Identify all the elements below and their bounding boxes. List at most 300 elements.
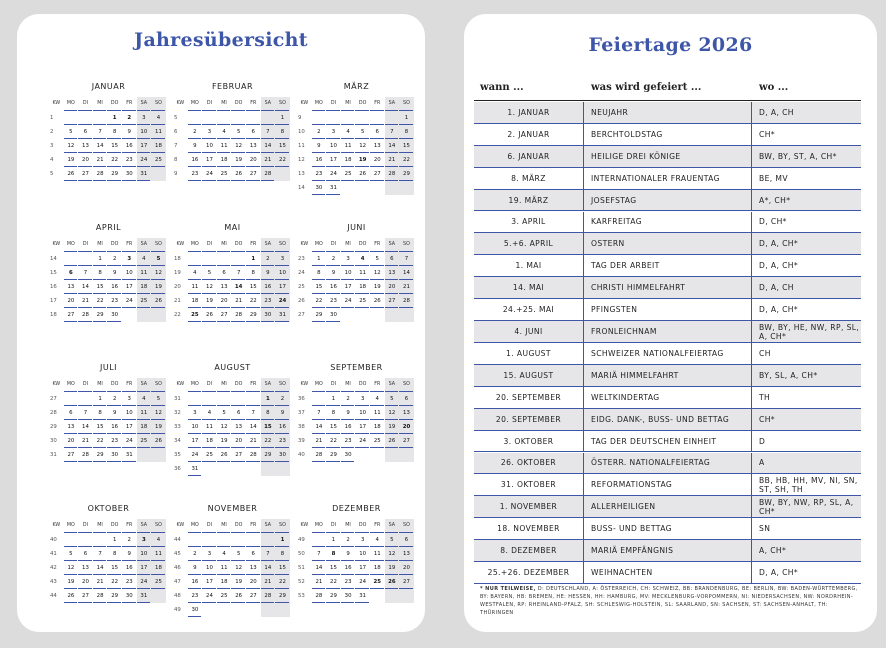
week-number: 30 — [50, 438, 57, 444]
day-cell: 23 — [275, 434, 290, 448]
day-cell: 28 — [399, 294, 414, 308]
holiday-regions: CH — [759, 348, 771, 358]
day-cell: 26 — [64, 167, 79, 181]
day-cell: 31 — [275, 308, 290, 322]
day-cell: 4 — [137, 392, 152, 406]
day-cell: 31 — [326, 181, 341, 195]
day-cell: 23 — [312, 167, 327, 181]
weekday-header: DI — [326, 519, 341, 533]
holiday-name: ÖSTERR. NATIONALFEIERTAG — [584, 453, 752, 474]
holiday-regions: D, A, CH* — [759, 568, 799, 578]
week-number: 42 — [50, 565, 57, 571]
week-number: 25 — [298, 284, 305, 290]
day-cell: 10 — [341, 266, 356, 280]
day-cell: 7 — [261, 125, 276, 139]
day-cell: 10 — [275, 266, 290, 280]
weekday-header: SA — [137, 519, 152, 533]
day-cell: 2 — [312, 125, 327, 139]
day-cell: 20 — [385, 280, 400, 294]
day-cell: 22 — [312, 294, 327, 308]
day-cell: 2 — [188, 547, 203, 561]
holiday-row — [474, 431, 861, 453]
holiday-regions: BB, HB, HH, MV, NI, SN, ST, SH, TH — [759, 475, 858, 494]
day-cell: 13 — [246, 561, 261, 575]
holiday-regions: BY, SL, A, CH* — [759, 370, 818, 380]
day-cell: 21 — [93, 575, 108, 589]
empty-cell — [385, 589, 400, 603]
day-cell: 15 — [275, 139, 290, 153]
day-cell: 16 — [261, 280, 276, 294]
weekday-header: SA — [385, 238, 400, 252]
holiday-date: 1. NOVEMBER — [474, 496, 584, 517]
day-cell: 30 — [341, 589, 356, 603]
weekday-header: KW — [176, 242, 185, 247]
weekday-header: SA — [385, 378, 400, 392]
holiday-date: 2. JANUAR — [474, 124, 584, 145]
day-cell: 9 — [188, 139, 203, 153]
holiday-row — [474, 255, 861, 277]
day-cell: 28 — [261, 589, 276, 603]
day-cell: 18 — [341, 153, 356, 167]
holiday-regions: D, A, CH* — [759, 305, 799, 315]
day-cell: 1 — [93, 252, 108, 266]
weekday-header: SA — [137, 378, 152, 392]
weekday-header: SO — [275, 519, 290, 533]
day-cell: 29 — [326, 589, 341, 603]
day-cell: 20 — [78, 575, 93, 589]
day-cell: 11 — [370, 406, 385, 420]
week-number: 2 — [50, 129, 54, 135]
day-cell: 16 — [107, 420, 122, 434]
week-number: 45 — [174, 551, 181, 557]
day-cell: 10 — [188, 420, 203, 434]
day-cell: 9 — [341, 406, 356, 420]
day-cell: 7 — [93, 125, 108, 139]
day-cell: 29 — [261, 448, 276, 462]
day-cell: 4 — [151, 111, 166, 125]
empty-cell — [326, 111, 341, 125]
holiday-regions: BW, BY, NW, RP, SL, A, CH* — [759, 497, 854, 516]
day-cell: 3 — [341, 252, 356, 266]
holiday-row — [474, 190, 861, 212]
day-cell: 14 — [261, 139, 276, 153]
weekday-header: KW — [300, 242, 309, 247]
week-number: 4 — [50, 157, 54, 163]
empty-cell — [385, 111, 400, 125]
empty-cell — [64, 111, 79, 125]
weekday-header: DO — [355, 238, 370, 252]
day-cell: 11 — [217, 139, 232, 153]
holiday-date: 26. OKTOBER — [474, 453, 584, 474]
holiday-name: EIDG. DANK-, BUSS- UND BETTAG — [584, 409, 752, 430]
holiday-regions: SN — [759, 524, 771, 534]
empty-cell — [64, 392, 79, 406]
day-cell: 1 — [107, 111, 122, 125]
month-februar — [173, 82, 292, 177]
day-cell: 6 — [217, 266, 232, 280]
day-cell: 12 — [231, 139, 246, 153]
day-cell: 4 — [370, 392, 385, 406]
day-cell: 29 — [107, 589, 122, 603]
week-number: 5 — [174, 115, 178, 121]
day-cell: 13 — [78, 139, 93, 153]
week-number: 32 — [174, 410, 181, 416]
day-cell: 27 — [399, 434, 414, 448]
day-cell: 19 — [151, 420, 166, 434]
holiday-date: 15. AUGUST — [474, 365, 584, 386]
month-mai — [173, 223, 292, 318]
weekday-header: DO — [107, 519, 122, 533]
holiday-name: INTERNATIONALER FRAUENTAG — [584, 168, 752, 189]
column-header-date: wann ... — [480, 82, 524, 93]
day-cell: 20 — [231, 434, 246, 448]
empty-cell — [246, 603, 261, 617]
column-header-where: wo ... — [759, 82, 789, 93]
day-cell: 12 — [231, 561, 246, 575]
weekday-header: KW — [176, 382, 185, 387]
holiday-name: MARIÄ EMPFÄNGNIS — [584, 540, 752, 561]
week-number: 28 — [50, 410, 57, 416]
weekday-header: DI — [326, 97, 341, 111]
weekday-header: FR — [246, 97, 261, 111]
empty-cell — [151, 167, 166, 181]
day-cell: 4 — [355, 252, 370, 266]
weekday-header: MI — [217, 378, 232, 392]
empty-cell — [202, 462, 217, 476]
day-cell: 30 — [312, 181, 327, 195]
day-cell: 2 — [341, 392, 356, 406]
week-number: 31 — [50, 452, 57, 458]
day-cell: 7 — [93, 547, 108, 561]
day-cell: 16 — [326, 280, 341, 294]
day-cell: 19 — [151, 280, 166, 294]
weekday-header: SA — [137, 238, 152, 252]
holiday-date: 14. MAI — [474, 277, 584, 298]
day-cell: 11 — [188, 280, 203, 294]
month-name: MAI — [224, 223, 241, 232]
day-cell: 17 — [202, 575, 217, 589]
empty-cell — [231, 111, 246, 125]
holiday-date: 6. JANUAR — [474, 146, 584, 167]
weekday-header: DI — [326, 238, 341, 252]
weekday-header: MI — [93, 238, 108, 252]
day-cell: 4 — [188, 266, 203, 280]
holiday-name: KARFREITAG — [584, 212, 752, 233]
day-cell: 8 — [93, 406, 108, 420]
day-cell: 11 — [370, 547, 385, 561]
weekday-header: MO — [188, 519, 203, 533]
month-grid — [297, 519, 414, 603]
month-grid — [49, 378, 166, 462]
day-cell: 16 — [312, 153, 327, 167]
day-cell: 10 — [122, 406, 137, 420]
weekday-header: DO — [355, 378, 370, 392]
empty-cell — [78, 392, 93, 406]
day-cell: 10 — [202, 139, 217, 153]
week-number: 35 — [174, 452, 181, 458]
empty-cell — [231, 462, 246, 476]
week-number: 48 — [174, 593, 181, 599]
day-cell: 4 — [202, 406, 217, 420]
day-cell: 20 — [370, 153, 385, 167]
day-cell: 30 — [261, 308, 276, 322]
holiday-date: 1. MAI — [474, 255, 584, 276]
weekday-header: DI — [326, 378, 341, 392]
day-cell: 17 — [202, 153, 217, 167]
day-cell: 18 — [217, 575, 232, 589]
day-cell: 1 — [312, 252, 327, 266]
day-cell: 2 — [122, 533, 137, 547]
day-cell: 14 — [78, 280, 93, 294]
day-cell: 22 — [93, 294, 108, 308]
empty-cell — [399, 181, 414, 195]
day-cell: 13 — [399, 406, 414, 420]
week-number: 3 — [50, 143, 54, 149]
holiday-regions: BW, BY, HE, NW, RP, SL, A, CH* — [759, 322, 860, 341]
month-name: OKTOBER — [87, 504, 130, 513]
empty-cell — [122, 308, 137, 322]
day-cell: 28 — [231, 308, 246, 322]
week-number: 19 — [174, 270, 181, 276]
weekday-header: MO — [64, 238, 79, 252]
month-oktober — [49, 504, 168, 599]
day-cell: 7 — [78, 266, 93, 280]
weekday-header: DI — [202, 519, 217, 533]
day-cell: 23 — [107, 434, 122, 448]
day-cell: 5 — [370, 252, 385, 266]
holiday-name: TAG DER DEUTSCHEN EINHEIT — [584, 431, 752, 452]
day-cell: 19 — [64, 575, 79, 589]
weekday-header: FR — [246, 238, 261, 252]
week-number: 24 — [298, 270, 305, 276]
day-cell: 22 — [399, 153, 414, 167]
day-cell: 28 — [385, 167, 400, 181]
day-cell: 9 — [261, 266, 276, 280]
day-cell: 21 — [246, 434, 261, 448]
weekday-header: SO — [151, 519, 166, 533]
holiday-date: 1. AUGUST — [474, 343, 584, 364]
day-cell: 26 — [217, 448, 232, 462]
day-cell: 20 — [246, 575, 261, 589]
day-cell: 6 — [370, 125, 385, 139]
holiday-regions: A*, CH* — [759, 195, 791, 205]
empty-cell — [78, 533, 93, 547]
day-cell: 21 — [312, 434, 327, 448]
day-cell: 21 — [78, 434, 93, 448]
weekday-header: SA — [261, 238, 276, 252]
day-cell: 1 — [93, 392, 108, 406]
day-cell: 15 — [107, 139, 122, 153]
day-cell: 11 — [217, 561, 232, 575]
day-cell: 20 — [64, 434, 79, 448]
day-cell: 5 — [231, 125, 246, 139]
day-cell: 25 — [370, 434, 385, 448]
empty-cell — [385, 181, 400, 195]
month-name: NOVEMBER — [207, 504, 258, 513]
day-cell: 28 — [312, 589, 327, 603]
day-cell: 5 — [151, 392, 166, 406]
column-header-name: was wird gefeiert ... — [591, 82, 702, 93]
day-cell: 17 — [137, 139, 152, 153]
day-cell: 8 — [399, 125, 414, 139]
empty-cell — [137, 448, 152, 462]
empty-cell — [151, 448, 166, 462]
empty-cell — [93, 111, 108, 125]
empty-cell — [246, 462, 261, 476]
day-cell: 21 — [78, 294, 93, 308]
day-cell: 8 — [246, 266, 261, 280]
day-cell: 20 — [78, 153, 93, 167]
day-cell: 1 — [246, 252, 261, 266]
day-cell: 23 — [188, 589, 203, 603]
weekday-header: KW — [52, 101, 61, 106]
weekday-header: SO — [275, 238, 290, 252]
weekday-header: MI — [341, 378, 356, 392]
day-cell: 6 — [64, 266, 79, 280]
day-cell: 2 — [122, 111, 137, 125]
day-cell: 23 — [326, 294, 341, 308]
weekday-header: DI — [202, 238, 217, 252]
day-cell: 27 — [64, 448, 79, 462]
day-cell: 28 — [93, 167, 108, 181]
day-cell: 24 — [275, 294, 290, 308]
holiday-regions: TH — [759, 392, 771, 402]
day-cell: 1 — [275, 111, 290, 125]
day-cell: 24 — [188, 448, 203, 462]
month-name: APRIL — [95, 223, 122, 232]
day-cell: 14 — [78, 420, 93, 434]
month-grid — [173, 238, 290, 322]
weekday-header: SO — [151, 97, 166, 111]
day-cell: 21 — [93, 153, 108, 167]
day-cell: 15 — [107, 561, 122, 575]
day-cell: 1 — [399, 111, 414, 125]
holiday-date: 3. OKTOBER — [474, 431, 584, 452]
month-grid — [173, 519, 290, 617]
day-cell: 5 — [385, 533, 400, 547]
day-cell: 3 — [188, 406, 203, 420]
weekday-header: SO — [399, 519, 414, 533]
day-cell: 26 — [385, 434, 400, 448]
day-cell: 14 — [261, 561, 276, 575]
weekday-header: MI — [217, 97, 232, 111]
week-number: 43 — [50, 579, 57, 585]
day-cell: 3 — [202, 547, 217, 561]
day-cell: 8 — [107, 125, 122, 139]
weekday-header: FR — [370, 378, 385, 392]
day-cell: 17 — [355, 420, 370, 434]
day-cell: 5 — [64, 125, 79, 139]
week-number: 5 — [50, 171, 54, 177]
day-cell: 18 — [151, 139, 166, 153]
holiday-name: TAG DER ARBEIT — [584, 255, 752, 276]
weekday-header: MO — [188, 97, 203, 111]
day-cell: 30 — [188, 603, 203, 617]
week-number: 29 — [50, 424, 57, 430]
day-cell: 8 — [107, 547, 122, 561]
day-cell: 23 — [341, 575, 356, 589]
month-name: SEPTEMBER — [330, 363, 383, 372]
day-cell: 27 — [217, 308, 232, 322]
weekday-header: MO — [312, 378, 327, 392]
footnote-text: D: DEUTSCHLAND, A: ÖSTERREICH, CH: SCHWEIZ, BB: BRANDENBURG, BE: BERLIN, BW: BADEN-WÜRTTEMBERG, BY: BAYERN, HB: BREMEN, HE: HESSEN, HH: HAMBURG, MV: MECKLENBURG-VORPOMMERN, NI: NIEDERSACHSEN, NW: NORDRHEIN-WESTFALEN, RP: RHEINLAND-PFALZ, SH: SCHLESWIG-HOLSTEIN, SL: SAARLAND, SN: SACHSEN, ST: SACHSEN-ANHALT, TH: THÜRINGEN — [480, 586, 858, 616]
day-cell: 12 — [202, 280, 217, 294]
week-number: 51 — [298, 565, 305, 571]
holiday-name: PFINGSTEN — [584, 299, 752, 320]
week-number: 12 — [298, 157, 305, 163]
weekday-header: SO — [151, 378, 166, 392]
week-number: 26 — [298, 298, 305, 304]
day-cell: 18 — [370, 420, 385, 434]
day-cell: 18 — [151, 561, 166, 575]
day-cell: 11 — [341, 139, 356, 153]
empty-cell — [231, 533, 246, 547]
day-cell: 4 — [217, 547, 232, 561]
weekday-header: SO — [275, 97, 290, 111]
day-cell: 25 — [370, 575, 385, 589]
day-cell: 22 — [246, 294, 261, 308]
day-cell: 9 — [341, 547, 356, 561]
week-number: 9 — [298, 115, 302, 121]
day-cell: 30 — [122, 589, 137, 603]
day-cell: 6 — [78, 125, 93, 139]
week-number: 23 — [298, 256, 305, 262]
day-cell: 1 — [261, 392, 276, 406]
month-name: AUGUST — [214, 363, 251, 372]
day-cell: 9 — [107, 406, 122, 420]
month-april — [49, 223, 168, 318]
day-cell: 28 — [78, 448, 93, 462]
day-cell: 22 — [107, 153, 122, 167]
empty-cell — [202, 603, 217, 617]
day-cell: 20 — [399, 420, 414, 434]
day-cell: 10 — [355, 406, 370, 420]
day-cell: 16 — [122, 139, 137, 153]
day-cell: 10 — [355, 547, 370, 561]
weekday-header: MO — [312, 519, 327, 533]
day-cell: 13 — [217, 280, 232, 294]
weekday-header: SO — [275, 378, 290, 392]
empty-cell — [217, 462, 232, 476]
day-cell: 5 — [202, 266, 217, 280]
weekday-header: MI — [217, 519, 232, 533]
day-cell: 9 — [107, 266, 122, 280]
weekday-header: DI — [78, 238, 93, 252]
holiday-date: 18. NOVEMBER — [474, 518, 584, 539]
holiday-regions: D, A, CH — [759, 283, 794, 293]
empty-cell — [93, 533, 108, 547]
day-cell: 14 — [231, 280, 246, 294]
week-number: 36 — [298, 396, 305, 402]
day-cell: 20 — [217, 294, 232, 308]
weekday-header: DO — [355, 519, 370, 533]
weekday-header: FR — [370, 97, 385, 111]
empty-cell — [370, 448, 385, 462]
week-number: 7 — [174, 143, 178, 149]
weekday-header: SO — [399, 378, 414, 392]
day-cell: 6 — [246, 125, 261, 139]
holiday-date: 19. MÄRZ — [474, 190, 584, 211]
day-cell: 1 — [275, 533, 290, 547]
holiday-date: 20. SEPTEMBER — [474, 409, 584, 430]
day-cell: 21 — [231, 294, 246, 308]
day-cell: 30 — [326, 308, 341, 322]
month-name: DEZEMBER — [332, 504, 381, 513]
weekday-header: FR — [370, 238, 385, 252]
day-cell: 3 — [202, 125, 217, 139]
weekday-header: DI — [78, 97, 93, 111]
holiday-regions: BE, MV — [759, 173, 788, 183]
